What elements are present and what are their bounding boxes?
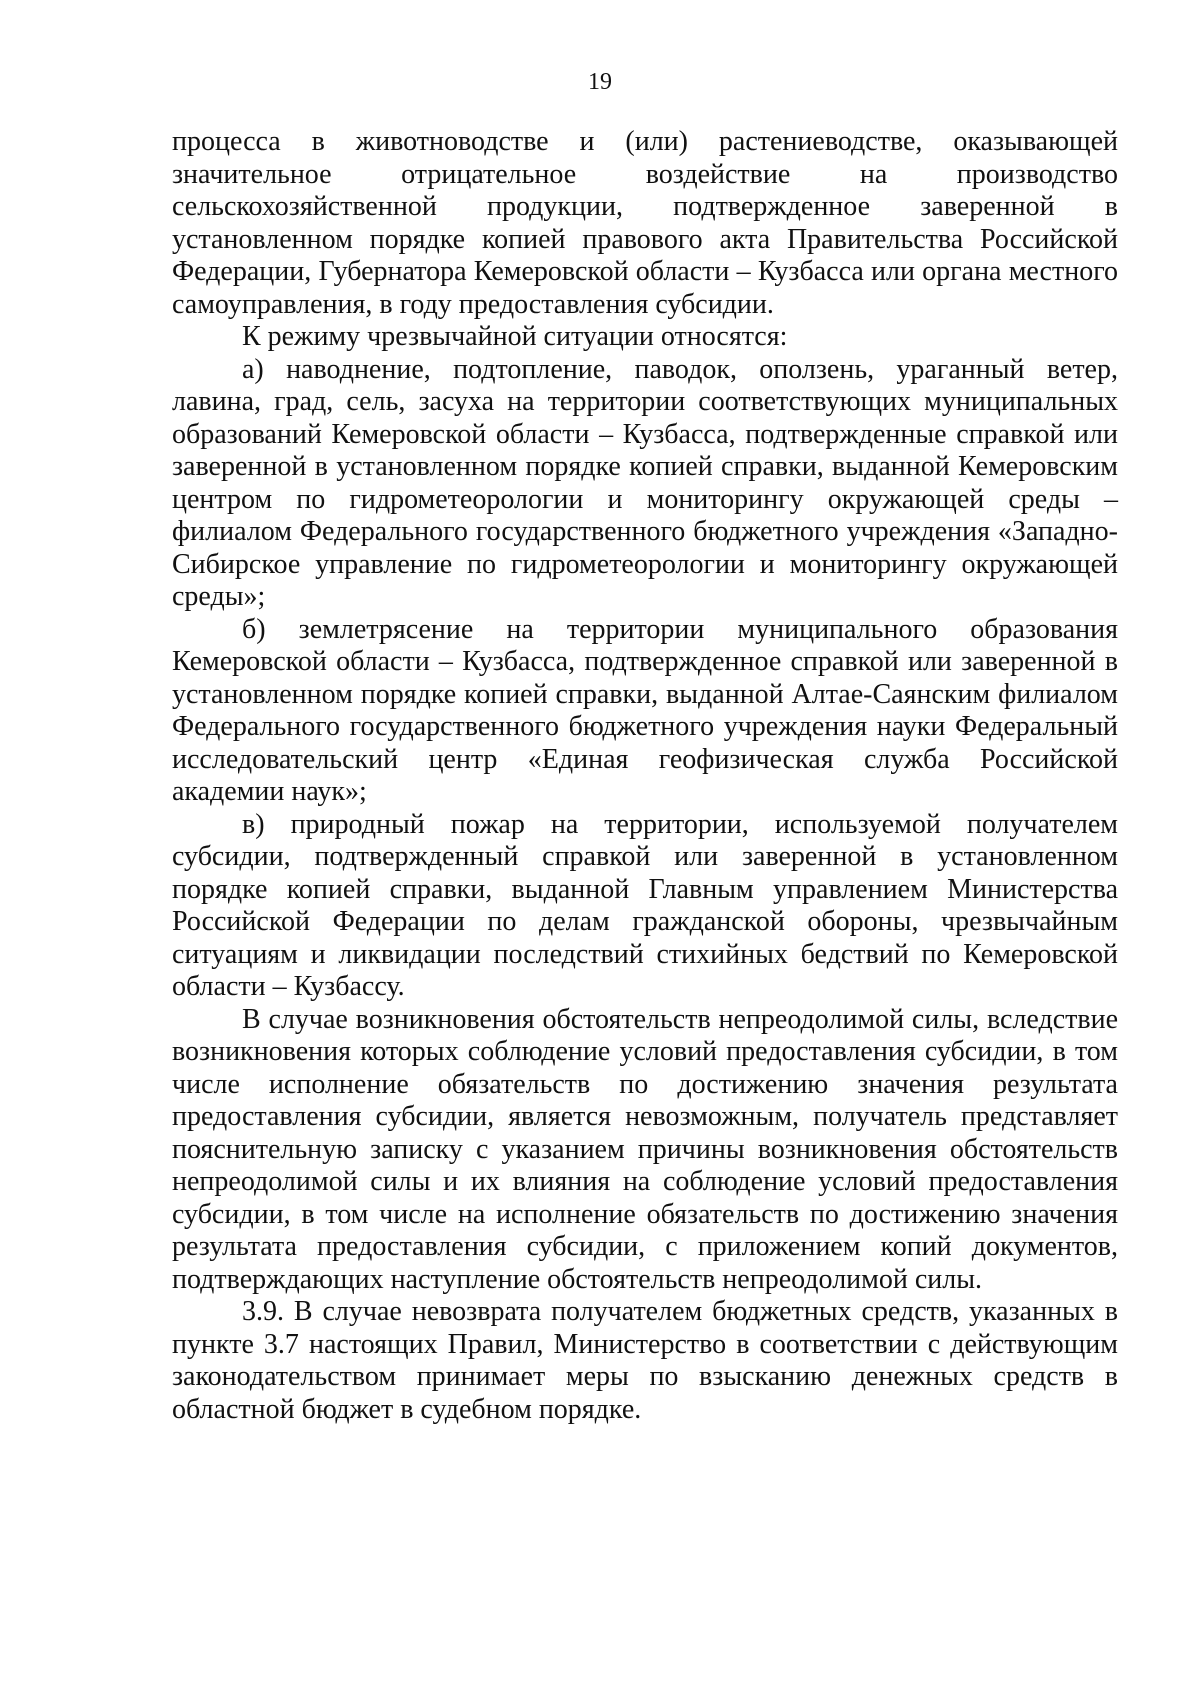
paragraph-item-b: б) землетрясение на территории муниципального образования Кемеровской области – Кузбасса, подтвержденное справкой или заверенной в установленном порядке копией справки, выданной Алтае-Саянским филиалом Федерального государственного бюджетного учреждения науки Федеральный исследовательский центр «Единая геофизическая служба Российской академии наук»; [172, 613, 1118, 807]
paragraph-force-majeure: В случае возникновения обстоятельств непреодолимой силы, вследствие возникновения которых соблюдение условий предоставления субсидии, в том числе исполнение обязательств по достижению значения результата предоставления субсидии, является невозможным, получатель представляет пояснительную записку с указанием причины возникновения обстоятельств непреодолимой силы и их влияния на соблюдение условий предоставления субсидии, в том числе на исполнение обязательств по достижению значения результата предоставления субсидии, с приложением копий документов, подтверждающих наступление обстоятельств непреодолимой силы. [172, 1003, 1118, 1295]
paragraph-emergency-intro: К режиму чрезвычайной ситуации относятся: [242, 321, 788, 352]
paragraph-item-a: а) наводнение, подтопление, паводок, оползень, ураганный ветер, лавина, град, сель, засуха на территории соответствующих муниципальных образований Кемеровской области – Кузбасса, подтвержденные справкой или заверенной в установленном порядке копией справки, выданной Кемеровским центром по гидрометеорологии и мониторингу окружающей среды – филиалом Федерального государственного бюджетного учреждения «Западно-Сибирское управление по гидрометеорологии и мониторингу окружающей среды»; [172, 353, 1118, 612]
paragraph-continuation: процесса в животноводстве и (или) растениеводстве, оказывающей значительное отрицательное воздействие на производство сельскохозяйственной продукции, подтвержденное заверенной в установленном порядке копией правового акта Правительства Российской Федерации, Губернатора Кемеровской области – Кузбасса или органа местного самоуправления, в году предоставления субсидии. [172, 126, 1118, 320]
paragraph-clause-3-9: 3.9. В случае невозврата получателем бюджетных средств, указанных в пункте 3.7 настоящих Правил, Министерство в соответствии с действующим законодательством принимает меры по взысканию денежных средств в областной бюджет в судебном порядке. [172, 1296, 1118, 1425]
paragraph-item-v: в) природный пожар на территории, используемой получателем субсидии, подтвержденный справкой или заверенной в установленном порядке копией справки, выданной Главным управлением Министерства Российской Федерации по делам гражданской обороны, чрезвычайным ситуациям и ликвидации последствий стихийных бедствий по Кемеровской области – Кузбассу. [172, 808, 1118, 1002]
document-body [172, 126, 1118, 1426]
page-number: 19 [588, 69, 612, 95]
